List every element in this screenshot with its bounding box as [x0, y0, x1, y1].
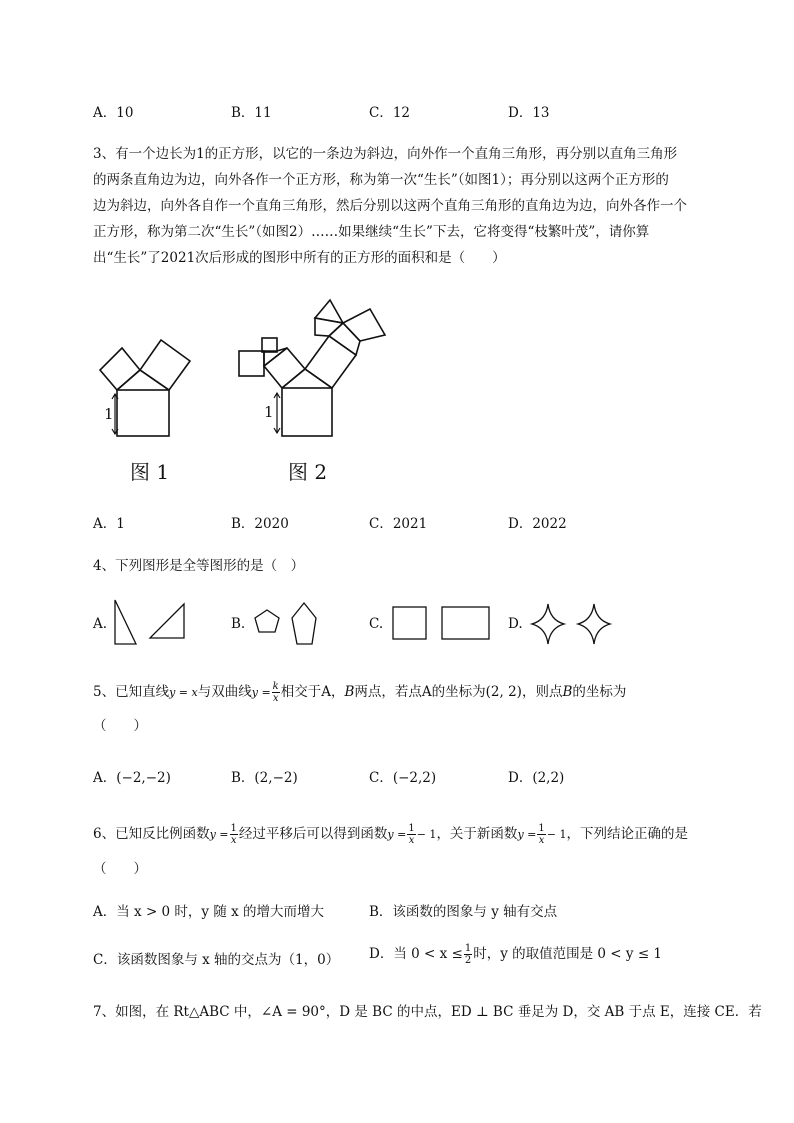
q3-option-b: B．2020 — [231, 516, 289, 532]
q5-eq2-lhs: y = — [251, 686, 271, 699]
q6-stem-b: 经过平移后可以得到函数 — [238, 826, 388, 842]
q3-stem-line1: 3、有一个边长为1的正方形，以它的一条边为斜边，向外作一个直角三角形，再分别以直角三角形 — [93, 146, 678, 162]
q3-stem-line5: 出“生长”了2021次后形成的图形中所有的正方形的面积和是（ ） — [93, 250, 506, 266]
q5-answer-paren: （ ） — [93, 718, 147, 734]
q4-option-b-pentagons — [252, 600, 322, 646]
q3-option-c: C．2021 — [369, 516, 428, 532]
q4-option-b-label: B. — [231, 616, 246, 632]
q5-coord-a: (2, 2) — [485, 684, 522, 700]
q5-stem-b: 与双曲线 — [197, 684, 252, 700]
q6-f3-fraction: $\frac{1}{x}$ — [538, 823, 545, 846]
q6-f1-lhs: y = — [209, 828, 229, 841]
q6-option-d-b: 时，y 的取值范围是 0 < y ≤ 1 — [473, 946, 663, 962]
q4-option-a-triangles — [110, 598, 190, 646]
q6-option-d — [369, 942, 662, 966]
q6-stem — [93, 822, 688, 846]
q6-option-a: A．当 x > 0 时，y 随 x 的增大而增大 — [93, 904, 325, 920]
q5-stem-a: 5、已知直线 — [93, 684, 170, 700]
q3-option-d: D．2022 — [508, 516, 567, 532]
figure-1-side-label: 1 — [104, 405, 114, 423]
q5-option-c: C．(−2,2) — [369, 770, 437, 786]
q3-stem-line2: 的两条直角边为边，向外各作一个正方形，称为第一次“生长”（如图1）；再分别以这两个正方形的 — [93, 172, 669, 188]
q6-f3-tail: − 1 — [546, 828, 567, 841]
q6-option-b: B．该函数的图象与 y 轴有交点 — [369, 904, 558, 920]
q5-eq2-fraction: $\frac{k}{x}$ — [272, 681, 279, 704]
q5-stem-d: 两点，若点A的坐标为 — [354, 684, 486, 700]
q5-eq1: y = x — [169, 686, 198, 699]
q3-stem-line3: 边为斜边，向外各自作一个直角三角形，然后分别以这两个直角三角形的直角边为边，向外各作一个 — [93, 198, 687, 214]
q2-option-a: A．10 — [93, 105, 134, 121]
q6-f2-tail: − 1 — [416, 828, 437, 841]
q4-option-c-rectangles — [390, 604, 492, 642]
figure-2-side-label: 1 — [264, 403, 274, 421]
figure-1-growth — [95, 330, 205, 440]
q6-answer-paren: （ ） — [93, 861, 147, 877]
q6-option-c: C．该函数图象与 x 轴的交点为（1，0） — [93, 952, 340, 968]
q2-option-b: B．11 — [231, 105, 272, 121]
figure-2-caption: 图 2 — [288, 460, 328, 484]
q4-stem: 4、下列图形是全等图形的是（ ） — [93, 558, 305, 574]
figure-2-growth — [230, 293, 390, 443]
q5-point-b: B — [344, 684, 355, 700]
q4-option-d-stars — [528, 602, 614, 646]
figure-1-caption: 图 1 — [130, 460, 170, 484]
q6-stem-a: 6、已知反比例函数 — [93, 826, 210, 842]
q5-option-d: D．(2,2) — [508, 770, 565, 786]
q3-option-a: A．1 — [93, 516, 125, 532]
q6-f2-fraction: $\frac{1}{x}$ — [408, 823, 415, 846]
q6-f2-lhs: y = — [387, 828, 407, 841]
q5-stem — [93, 680, 626, 704]
q4-option-c-label: C. — [369, 616, 384, 632]
q6-f1-fraction: $\frac{1}{x}$ — [230, 823, 237, 846]
q2-option-d: D．13 — [508, 105, 550, 121]
q7-stem-line1: 7、如图，在 Rt△ABC 中，∠A = 90°，D 是 BC 的中点，ED ⊥ BC 垂足为 D，交 AB 于点 E，连接 CE．若 — [93, 1004, 762, 1020]
q6-f3-lhs: y = — [517, 828, 537, 841]
q5-stem-f: 的坐标为 — [572, 684, 627, 700]
q6-stem-d: ，下列结论正确的是 — [566, 826, 688, 842]
q3-stem-line4: 正方形，称为第二次“生长”（如图2）……如果继续“生长”下去，它将变得“枝繁叶茂”，请你算 — [93, 224, 650, 240]
q5-option-b: B．(2,−2) — [231, 770, 298, 786]
q5-stem-c: 相交于A， — [280, 684, 345, 700]
q6-option-d-a: D．当 0 < x ≤ — [369, 946, 463, 962]
q5-stem-e: ，则点 — [521, 684, 563, 700]
q5-point-b-2: B — [562, 684, 573, 700]
q4-option-d-label: D. — [508, 616, 523, 632]
q6-stem-c: ，关于新函数 — [436, 826, 518, 842]
q6-option-d-fraction: $\frac{1}{2}$ — [464, 943, 472, 966]
q2-option-c: C．12 — [369, 105, 411, 121]
q4-option-a-label: A. — [93, 616, 108, 632]
q5-option-a: A．(−2,−2) — [93, 770, 171, 786]
